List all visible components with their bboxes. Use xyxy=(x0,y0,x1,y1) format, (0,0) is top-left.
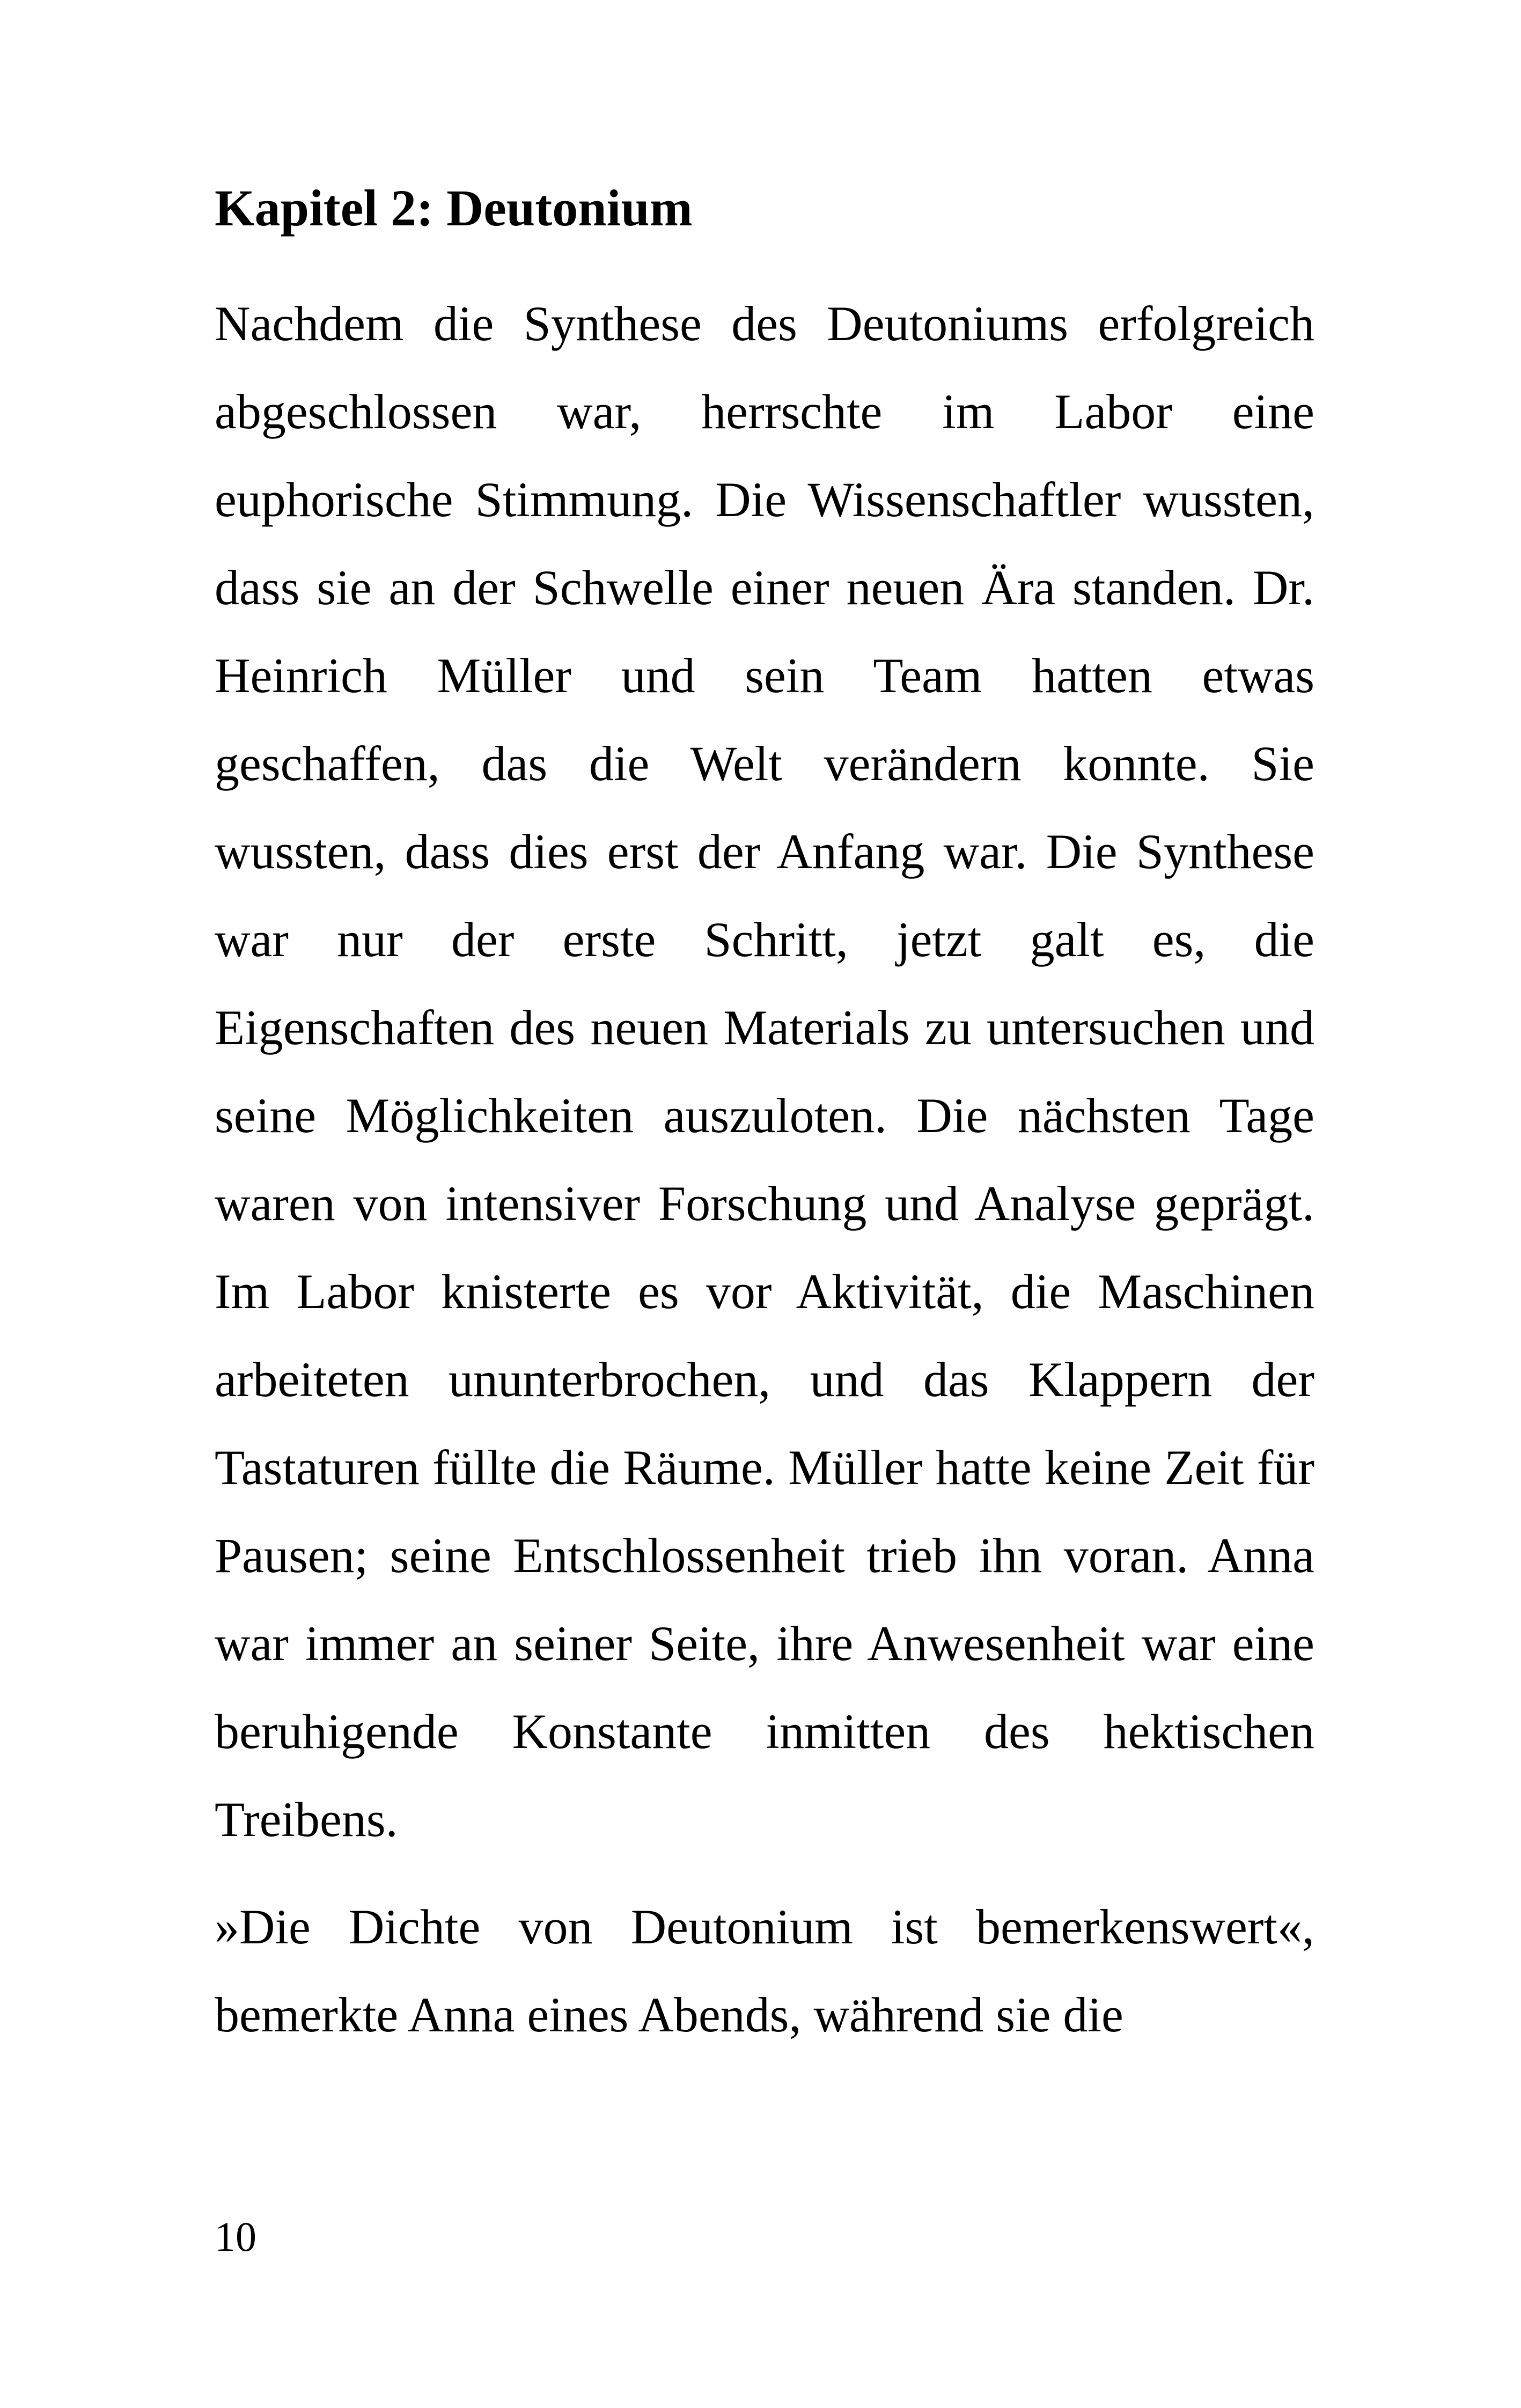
page-number: 10 xyxy=(215,2213,256,2260)
paragraph: Nachdem die Synthese des Deutoniums erfolgreich abgeschlossen war, herrschte im Labor eine euphorische Stimmung. Die Wissenschaftler wussten, dass sie an der Schwelle einer neuen Ära standen. Dr. Heinrich Müller und sein Team hatten etwas geschaffen, das die Welt verändern konnte. Sie wussten, dass dies erst der Anfang war. Die Synthese war nur der erste Schritt, jetzt galt es, die Eigenschaften des neuen Materials zu untersuchen und seine Möglichkeiten auszuloten. Die nächsten Tage waren von intensiver Forschung und Analyse geprägt. Im Labor knisterte es vor Aktivität, die Maschinen arbeiteten ununterbrochen, und das Klappern der Tastaturen füllte die Räume. Müller hatte keine Zeit für Pausen; seine Entschlossenheit trieb ihn voran. Anna war immer an seiner Seite, ihre Anwesenheit war eine beruhigende Konstante inmitten des hektischen Treibens. xyxy=(215,296,1314,1847)
page-content xyxy=(215,161,1314,2059)
chapter-title: Kapitel 2: Deutonium xyxy=(215,179,693,237)
paragraph: »Die Dichte von Deutonium ist bemerkenswert«, bemerkte Anna eines Abends, während sie die xyxy=(215,1899,1314,2043)
